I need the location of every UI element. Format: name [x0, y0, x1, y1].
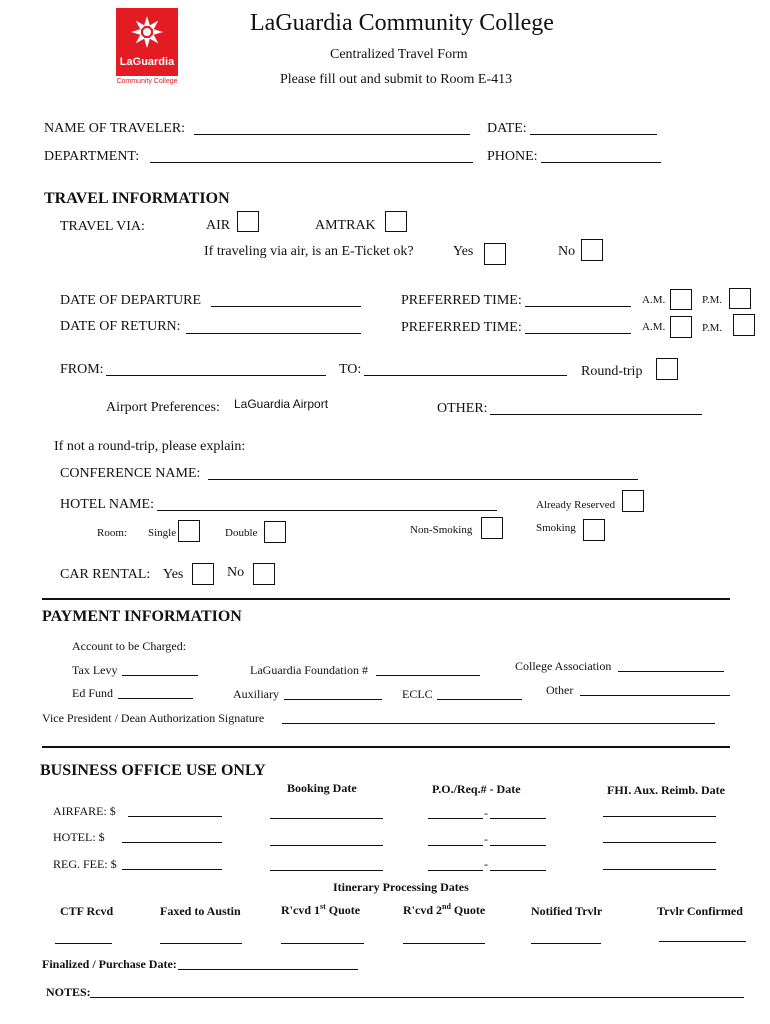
faxed-label: Faxed to Austin	[160, 904, 241, 918]
notified-label: Notified Trvlr	[531, 904, 603, 918]
ed-fund-label: Ed Fund	[72, 686, 114, 700]
hotel-po-field-b[interactable]	[490, 845, 546, 846]
hotel-fee-field[interactable]	[122, 842, 222, 843]
hotel-po-field-a[interactable]	[428, 845, 483, 846]
ctf-rcvd-label: CTF Rcvd	[60, 904, 114, 918]
page-title: LaGuardia Community College	[250, 10, 554, 36]
confirmed-field[interactable]	[659, 941, 746, 942]
air-checkbox[interactable]	[237, 211, 259, 232]
date-label: DATE:	[487, 121, 527, 136]
traveler-name-label: NAME OF TRAVELER:	[44, 121, 186, 136]
eticket-question: If traveling via air, is an E-Ticket ok?	[204, 244, 414, 259]
double-checkbox[interactable]	[264, 521, 286, 543]
car-no-checkbox[interactable]	[253, 563, 275, 585]
reg-fee-label: REG. FEE: $	[53, 857, 117, 871]
other-airport-field[interactable]	[490, 414, 702, 415]
travel-heading: TRAVEL INFORMATION	[44, 190, 230, 207]
hotel-po-dash: -	[484, 832, 488, 846]
tax-levy-label: Tax Levy	[72, 663, 118, 677]
other-airport-label: OTHER:	[437, 401, 488, 416]
eclc-label: ECLC	[402, 687, 433, 701]
amtrak-label: AMTRAK	[315, 218, 376, 233]
notes-label: NOTES:	[46, 985, 91, 999]
car-yes-label: Yes	[163, 567, 184, 582]
rcvd-first-field[interactable]	[281, 943, 364, 944]
eclc-field[interactable]	[437, 699, 522, 700]
starburst-icon	[116, 10, 178, 54]
auxiliary-label: Auxiliary	[233, 687, 279, 701]
rcvd-second-quote-label	[403, 902, 485, 918]
authorization-label: Vice President / Dean Authorization Signature	[42, 711, 265, 725]
eticket-no-checkbox[interactable]	[581, 239, 603, 261]
rcvd-first-post: Quote	[325, 903, 361, 917]
college-logo	[112, 8, 182, 88]
preferred-time-label-1: PREFERRED TIME:	[401, 293, 522, 308]
divider-payment	[42, 598, 730, 600]
single-checkbox[interactable]	[178, 520, 200, 542]
smoking-label: Smoking	[536, 522, 576, 534]
reg-po-field-b[interactable]	[490, 870, 546, 871]
rcvd-first-quote-label	[281, 902, 360, 918]
rcvd-second-post: Quote	[450, 903, 486, 917]
finalized-field[interactable]	[178, 969, 358, 970]
return-label: DATE OF RETURN:	[60, 319, 181, 334]
smoking-checkbox[interactable]	[583, 519, 605, 541]
airfare-label: AIRFARE: $	[53, 804, 116, 818]
single-label: Single	[148, 527, 177, 539]
preferred-time-label-2: PREFERRED TIME:	[401, 320, 522, 335]
car-no-label: No	[227, 565, 245, 580]
rcvd-first-pre: R'cvd 1	[281, 903, 320, 917]
eticket-yes-label: Yes	[453, 244, 474, 259]
eticket-yes-checkbox[interactable]	[484, 243, 506, 265]
business-heading: BUSINESS OFFICE USE ONLY	[40, 762, 266, 779]
pm-label-1: P.M.	[702, 294, 723, 306]
logo-sub: Community College	[116, 78, 178, 85]
airfare-fhl-field[interactable]	[603, 816, 716, 817]
car-rental-label: CAR RENTAL:	[60, 567, 151, 582]
travel-via-label: TRAVEL VIA:	[60, 219, 145, 234]
tax-levy-field[interactable]	[122, 675, 198, 676]
non-smoking-checkbox[interactable]	[481, 517, 503, 539]
rcvd-second-field[interactable]	[403, 943, 485, 944]
rcvd-second-sup: nd	[442, 902, 451, 911]
return-field[interactable]	[186, 333, 361, 334]
notes-field[interactable]	[90, 997, 744, 998]
preferred-time-field-1[interactable]	[525, 306, 631, 307]
logo-brand: LaGuardia	[119, 56, 175, 68]
conference-field[interactable]	[208, 479, 638, 480]
ed-fund-field[interactable]	[118, 698, 193, 699]
eticket-no-label: No	[558, 244, 576, 259]
department-field[interactable]	[150, 162, 473, 163]
airfare-booking-field[interactable]	[270, 818, 383, 819]
confirmed-label: Trvlr Confirmed	[657, 904, 743, 918]
col-po-date: P.O./Req.# - Date	[432, 782, 521, 796]
logo-block	[116, 8, 178, 76]
reg-po-field-a[interactable]	[428, 870, 483, 871]
col-booking-date: Booking Date	[287, 781, 357, 795]
airfare-po-field-a[interactable]	[428, 818, 483, 819]
reg-fhl-field[interactable]	[603, 869, 716, 870]
traveler-name-field[interactable]	[194, 134, 470, 135]
hotel-field[interactable]	[157, 510, 497, 511]
phone-field[interactable]	[541, 162, 661, 163]
col-fhl-date: FHI. Aux. Reimb. Date	[607, 783, 725, 797]
divider-business	[42, 746, 730, 748]
air-label: AIR	[206, 218, 231, 233]
notified-field[interactable]	[531, 943, 601, 944]
date-field[interactable]	[530, 134, 657, 135]
conference-label: CONFERENCE NAME:	[60, 466, 201, 481]
not-round-trip-label: If not a round-trip, please explain:	[54, 439, 246, 454]
faxed-field[interactable]	[160, 943, 242, 944]
reg-fee-field[interactable]	[122, 869, 222, 870]
foundation-label: LaGuardia Foundation #	[250, 663, 368, 677]
departure-label: DATE OF DEPARTURE	[60, 293, 201, 308]
car-yes-checkbox[interactable]	[192, 563, 214, 585]
finalized-label: Finalized / Purchase Date:	[42, 957, 177, 971]
hotel-fee-label: HOTEL: $	[53, 830, 105, 844]
ctf-field[interactable]	[55, 943, 112, 944]
double-label: Double	[225, 527, 258, 539]
payment-heading: PAYMENT INFORMATION	[42, 608, 242, 625]
other-account-field[interactable]	[580, 695, 730, 696]
college-assoc-label: College Association	[515, 659, 612, 673]
room-label: Room:	[97, 527, 127, 539]
round-trip-checkbox[interactable]	[656, 358, 678, 380]
form-instruction: Please fill out and submit to Room E-413	[280, 72, 513, 87]
reg-booking-field[interactable]	[270, 870, 383, 871]
pm-checkbox-1[interactable]	[729, 288, 751, 309]
am-checkbox-2[interactable]	[670, 316, 692, 338]
preferred-time-field-2[interactable]	[525, 333, 631, 334]
already-reserved-label: Already Reserved	[536, 499, 616, 511]
foundation-field[interactable]	[376, 675, 480, 676]
airport-pref-label: Airport Preferences:	[106, 400, 220, 415]
am-label-1: A.M.	[642, 294, 666, 306]
already-reserved-checkbox[interactable]	[622, 490, 644, 512]
non-smoking-label: Non-Smoking	[410, 524, 473, 536]
from-field[interactable]	[106, 375, 326, 376]
account-label: Account to be Charged:	[72, 639, 187, 653]
itinerary-heading: Itinerary Processing Dates	[333, 880, 469, 894]
am-label-2: A.M.	[642, 321, 666, 333]
airport-pref-input[interactable]: LaGuardia Airport	[234, 397, 329, 411]
hotel-label: HOTEL NAME:	[60, 497, 154, 512]
department-label: DEPARTMENT:	[44, 149, 140, 164]
airfare-po-field-b[interactable]	[490, 818, 546, 819]
airfare-field[interactable]	[128, 816, 222, 817]
reg-po-dash: -	[484, 857, 488, 871]
auxiliary-field[interactable]	[284, 699, 382, 700]
other-account-label: Other	[546, 683, 574, 697]
round-trip-label: Round-trip	[581, 364, 643, 379]
pm-checkbox-2[interactable]	[733, 314, 755, 336]
college-assoc-field[interactable]	[618, 671, 724, 672]
rcvd-first-sup: st	[320, 902, 326, 911]
to-field[interactable]	[364, 375, 567, 376]
departure-field[interactable]	[211, 306, 361, 307]
form-subtitle: Centralized Travel Form	[330, 47, 468, 62]
pm-label-2: P.M.	[702, 322, 723, 334]
authorization-signature-field[interactable]	[282, 723, 715, 724]
hotel-booking-field[interactable]	[270, 845, 383, 846]
am-checkbox-1[interactable]	[670, 289, 692, 310]
phone-label: PHONE:	[487, 149, 538, 164]
airfare-po-dash: -	[484, 806, 488, 820]
to-label: TO:	[339, 362, 362, 377]
rcvd-second-pre: R'cvd 2	[403, 903, 442, 917]
from-label: FROM:	[60, 362, 104, 377]
hotel-fhl-field[interactable]	[603, 842, 716, 843]
amtrak-checkbox[interactable]	[385, 211, 407, 232]
